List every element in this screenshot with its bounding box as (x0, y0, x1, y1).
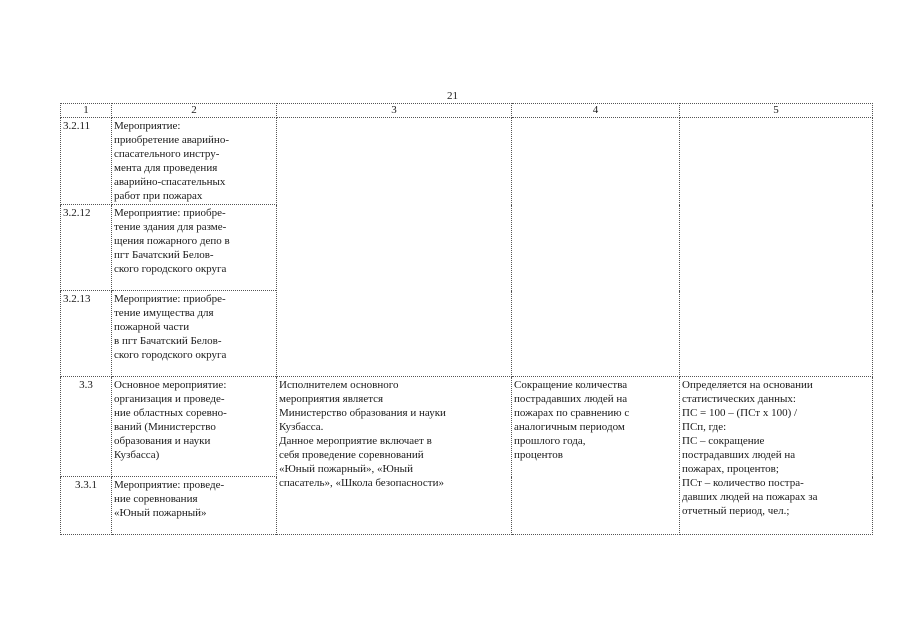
measure-name: Мероприятие: приобретение аварийно- спасательного инстру- мента для проведения аварийно-спасательных работ при пожарах (112, 118, 277, 205)
table-header-row (61, 104, 873, 118)
page-number: 21 (447, 90, 458, 102)
empty-cell (277, 118, 512, 377)
row-number: 3.2.12 (61, 205, 112, 291)
measure-name: Мероприятие: приобре- тение здания для разме- щения пожарного депо в пгт Бачатский Белов- ского городского округа (112, 205, 277, 291)
empty-cell (680, 118, 873, 377)
indicator-formula: Определяется на основании статистических данных: ПС = 100 – (ПСт x 100) / ПСп, где: ПС – сокращение пострадавших людей на пожарах, процентов; ПСт – количество постра- давших людей на пожарах за отчетный период, чел.; (680, 377, 873, 535)
column-header: 4 (512, 104, 680, 118)
column-header: 2 (112, 104, 277, 118)
measure-name: Основное мероприятие: организация и проведе- ние областных соревно- ваний (Министерство образования и науки Кузбасса) (112, 377, 277, 477)
row-number: 3.3 (61, 377, 112, 477)
empty-cell (512, 118, 680, 377)
column-header: 3 (277, 104, 512, 118)
indicator-name: Сокращение количества пострадавших людей на пожарах по сравнению с аналогичным периодом прошлого года, процентов (512, 377, 680, 535)
measure-name: Мероприятие: проведе- ние соревнования «Юный пожарный» (112, 477, 277, 535)
executor-description: Исполнителем основного мероприятия является Министерство образования и науки Кузбасса. Данное мероприятие включает в себя проведение соревнований «Юный пожарный», «Юный спасатель», «Школа безопасности» (277, 377, 512, 535)
row-number: 3.2.11 (61, 118, 112, 205)
measure-name: Мероприятие: приобре- тение имущества для пожарной части в пгт Бачатский Белов- ского городского округа (112, 291, 277, 377)
column-header: 1 (61, 104, 112, 118)
table-row (61, 377, 873, 477)
measures-table (60, 103, 873, 535)
table-row (61, 118, 873, 205)
column-header: 5 (680, 104, 873, 118)
row-number: 3.2.13 (61, 291, 112, 377)
row-number: 3.3.1 (61, 477, 112, 535)
